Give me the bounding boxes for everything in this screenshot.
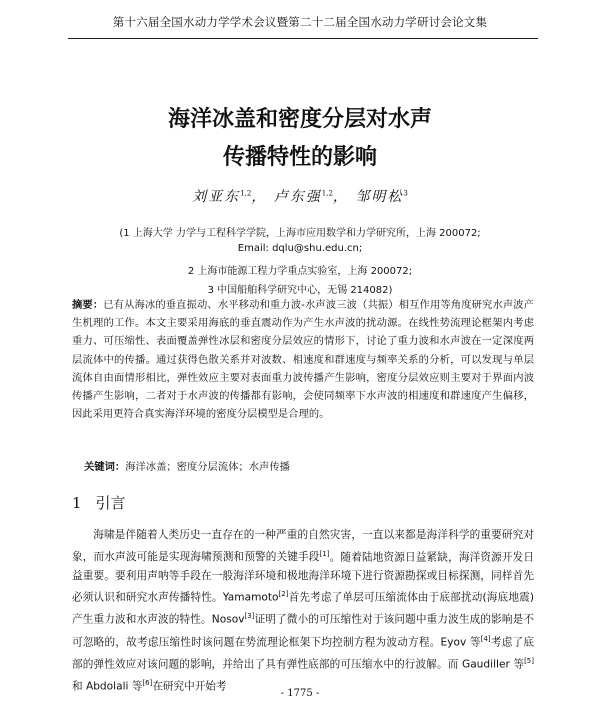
page-number: - 1775 - <box>280 688 320 699</box>
abstract-label: 摘要： <box>72 299 104 311</box>
affiliation-3: 3 中国船舶科学研究中心，无锡 214082) <box>207 285 393 296</box>
running-header: 第十六届全国水动力学学术会议暨第二十二届全国水动力学研讨会论文集 <box>112 15 488 29</box>
body-text-segment: 在研究中开始考 <box>152 680 227 693</box>
paper-title-line1: 海洋冰盖和密度分层对水声 <box>167 107 432 132</box>
keywords-text: 海洋冰盖；密度分层流体；水声传播 <box>125 461 290 473</box>
paper-title-line2: 传播特性的影响 <box>222 145 377 170</box>
citation-ref: [1] <box>319 549 330 558</box>
body-text-segment: 首先考虑了单层可压缩流体由于底部扰动(海底地震)产生重力波和水声波的特性。Nosov <box>72 591 535 626</box>
author-email: Email: dqlu@shu.edu.cn; <box>237 243 363 254</box>
affiliation-1: (1 上海大学 力学与工程科学学院，上海市应用数学和力学研究所，上海 200072; <box>119 228 481 239</box>
body-paragraph <box>72 526 534 696</box>
citation-ref: [2] <box>278 590 289 599</box>
abstract-text: 已有从海冰的垂直振动、水平移动和重力波-水声波三波（共振）相互作用等角度研究水声波产生机理的工作。本文主要采用海底的垂直震动作为产生水声波的扰动源。在线性势流理论框架内考虑重力、可压缩性、表面覆盖弹性冰层和密度分层效应的情形下，讨论了重力波和水声波在一定深度两层流体中的传播。通过获得色散关系并对波数、相速度和群速度与频率关系的分析，可以发现与单层流体自由面情形相比，弹性效应主要对表面重力波传播产生影响，密度分层效应则主要对于界面内波传播产生影响，二者对于水声波的传播都有影响，会使同频率下水声波的相速度和群速度产生偏移，因此采用更符合真实海洋环境的密度分层模型是合理的。 <box>72 299 534 421</box>
author-name: 卢东强 <box>273 189 322 205</box>
citation-ref: [3] <box>244 612 255 621</box>
author-list: 刘亚东$^{1,2}$， 卢东强$^{1,2}$， 邹明松$^3$ <box>192 189 408 205</box>
body-text-segment: 。随着陆地资源日益紧缺，海洋资源开发日益重要。要利用声呐等手段在一般海洋环境和极地海洋环境下进行资源勘探或目标探测，同样首先必须认识和研究水声传播特性。Yamamoto <box>72 551 535 604</box>
citation-ref: [4] <box>480 634 491 643</box>
section-number: 1 <box>72 494 82 512</box>
abstract <box>72 296 534 423</box>
body-text-segment: 海啸是伴随着人类历史一直存在的一种严重的自然灾害，一直以来都是海洋科学的重要研究对象，而水声波可能是实现海啸预测和预警的关键手段 <box>72 529 534 564</box>
author-affiliation-mark: 1,2 <box>240 189 252 198</box>
body-text-segment: 和 Abdolali 等 <box>72 680 143 693</box>
author-affiliation-mark: 1,2 <box>321 189 333 198</box>
section-heading <box>72 492 126 513</box>
citation-ref: [5] <box>524 656 534 665</box>
keywords-label: 关键词： <box>84 461 126 473</box>
body-text-segment: 证明了微小的可压缩性对于该问题中重力波生成的影响是不可忽略的，故考虑压缩性时该问题在势流理论框架下均控制方程为波动方程。Eyov 等 <box>72 613 534 649</box>
affiliation-2: 2 上海市能源工程力学重点实验室，上海 200072; <box>187 266 413 277</box>
author-affiliation-mark: 3 <box>403 189 408 198</box>
header-rule <box>68 38 538 39</box>
keywords <box>84 458 290 473</box>
body-text-segment: 考虑了底部的弹性效应对该问题的影响，并给出了具有弹性底部的可压缩水中的行波解。而 Gaudiller 等 <box>72 636 534 671</box>
author-name: 刘亚东 <box>192 189 241 205</box>
citation-ref: [6] <box>142 678 153 687</box>
section-title: 引言 <box>95 494 126 512</box>
author-name: 邹明松 <box>355 189 404 205</box>
